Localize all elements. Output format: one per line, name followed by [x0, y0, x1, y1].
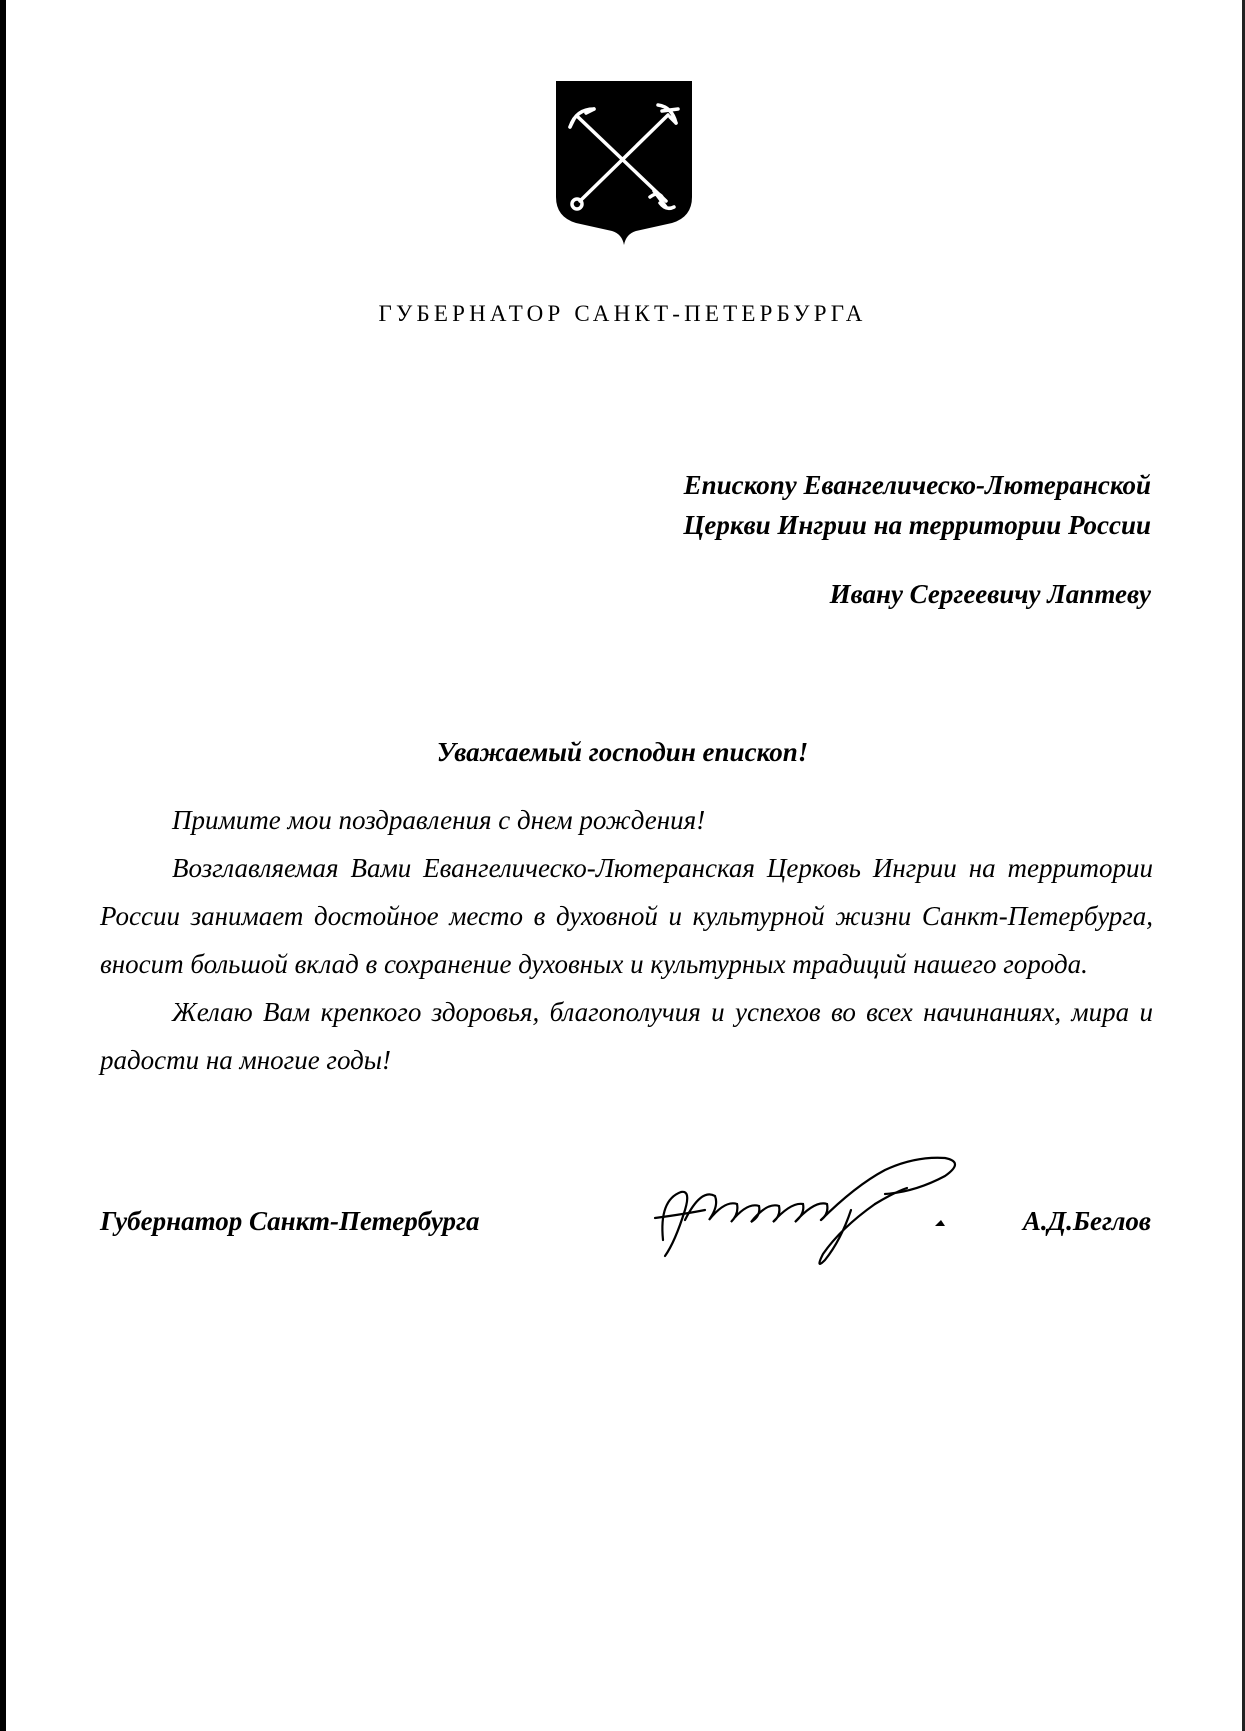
signatory-name: А.Д.Беглов [1022, 1206, 1151, 1236]
body-paragraph: Желаю Вам крепкого здоровья, благополучия и успехов во всех начинаниях, мира и радости на многие годы! [100, 997, 1153, 1075]
scan-edge-left [0, 0, 6, 1731]
addressee-name: Ивану Сергеевичу Лаптеву [829, 579, 1151, 609]
letter-body [100, 796, 1153, 1084]
body-paragraph: Возглавляемая Вами Евангелическо-Лютеранская Церковь Ингрии на территории России занимает достойное место в духовной и культурной жизни Санкт-Петербурга, вносит большой вклад в сохранение духовных и культурных традиций нашего города. [100, 853, 1153, 979]
coat-of-arms-icon [554, 79, 694, 245]
addressee-line: Епископу Евангелическо-Лютеранской [683, 470, 1151, 500]
body-paragraph: Примите мои поздравления с днем рождения! [172, 805, 706, 835]
office-title: ГУБЕРНАТОР САНКТ-ПЕТЕРБУРГА [378, 301, 867, 326]
handwritten-signature-icon [645, 1130, 1035, 1270]
addressee-line: Церкви Ингрии на территории России [683, 510, 1151, 540]
addressee-block [451, 465, 1151, 545]
salutation: Уважаемый господин епископ! [436, 737, 809, 767]
signatory-title: Губернатор Санкт-Петербурга [100, 1206, 480, 1236]
